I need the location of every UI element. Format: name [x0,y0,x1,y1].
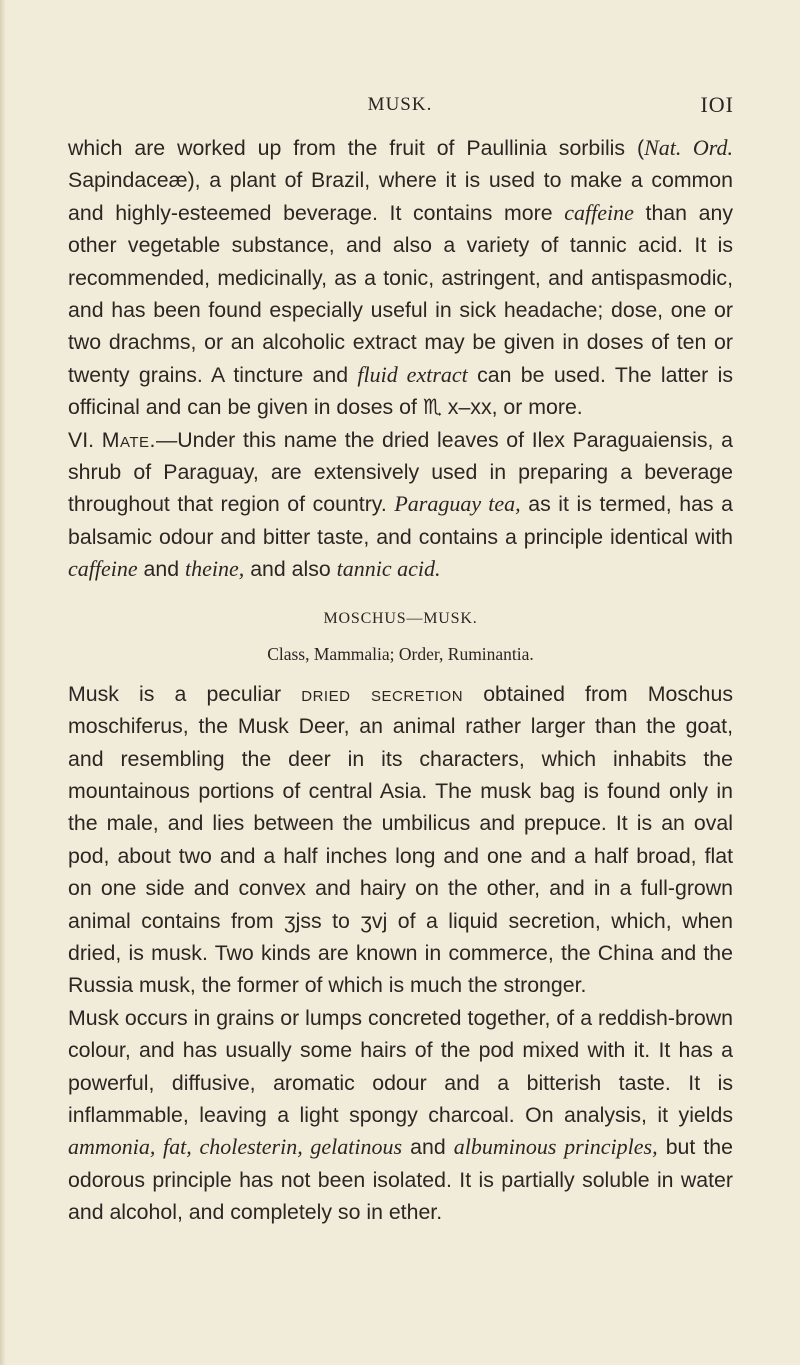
text-run: but the odorous principle has not been isolated. It is partially soluble in water and alcohol, and completely so in ether. [68,1135,733,1225]
section-heading: MOSCHUS—MUSK. [323,609,478,627]
paragraph-mate [68,424,733,586]
italic-run: tannic acid. [336,556,441,582]
italic-run: theine, [185,556,245,582]
text-run: as it is termed, has a balsamic odour and bitter taste, and contains a principle identical with [68,492,733,549]
page-number: IOI [700,92,734,117]
running-head-title: MUSK. [367,94,433,115]
smallcaps-run: Mate. [101,427,156,452]
body-text [68,132,733,1229]
text-run: obtained from Moschus moschiferus, the Musk Deer, an animal rather larger than the goat, and resembling the deer in its characters, which inhabits the mountainous portions of central Asia. The musk bag is found only in the male, and lies between the umbilicus and prepuce. It is an oval pod, about two and a half inches long and one and a half broad, flat on one side and convex and hairy on the other, and in a full-grown animal contains from ʒjss to ʒvj of a liquid secretion, which, when dried, is musk. Two kinds are known in commerce, the China and the Russia musk, the former of which is much the stronger. [68,681,733,998]
text-run: —Under this name the dried leaves of Ilex Paraguaiensis, a shrub of Paraguay, are extensively used in preparing a beverage throughout that region of country. [68,427,733,517]
text-run: VI. [68,427,102,452]
italic-run: Paraguay tea, [394,491,521,517]
paragraph-musk-origin [68,678,733,1002]
text-run: and [137,557,186,582]
smallcaps-run: dried secretion [301,681,464,706]
page-edge-shadow [0,0,6,1365]
italic-run: fluid extract [357,361,468,387]
text-run: and [402,1135,454,1160]
italic-run: albuminous principles, [453,1134,658,1160]
running-head [0,92,800,122]
italic-run: caffeine [68,556,138,582]
classification-line: Class, Mammalia; Order, Ruminantia. [267,643,534,664]
text-run: Musk occurs in grains or lumps concreted together, of a reddish-brown colour, and has usually some hairs of the pod mixed with it. It has a powerful, diffusive, aromatic odour and a bitterish taste. It is inflammable, leaving a light spongy charcoal. On analysis, it yields [68,1005,733,1127]
italic-run: caffeine [564,199,634,225]
text-run: can be used. The latter is officinal and can be given in doses of ♏ x–xx, or more. [68,362,733,420]
paragraph-guarana [68,132,733,424]
text-run: and also [244,557,337,582]
text-run: which are worked up from the fruit of Paullinia sorbilis ( [68,136,645,160]
text-run: than any other vegetable substance, and also a variety of tannic acid. It is recommended, medicinally, as a tonic, astringent, and antispasmodic, and has been found especially useful in sick headache; dose, one or two drachms, or an alcoholic extract may be given in doses of ten or twenty grains. A tincture and [68,200,734,387]
text-run: Musk is a peculiar [68,681,302,706]
text-run: Sapindaceæ), a plant of Brazil, where it is used to make a common and highly-esteemed beverage. It contains more [68,168,733,225]
paragraph-musk-properties [68,1002,733,1229]
italic-run: Nat. Ord. [644,135,733,160]
italic-run: ammonia, fat, cholesterin, gelatinous [68,1134,403,1160]
